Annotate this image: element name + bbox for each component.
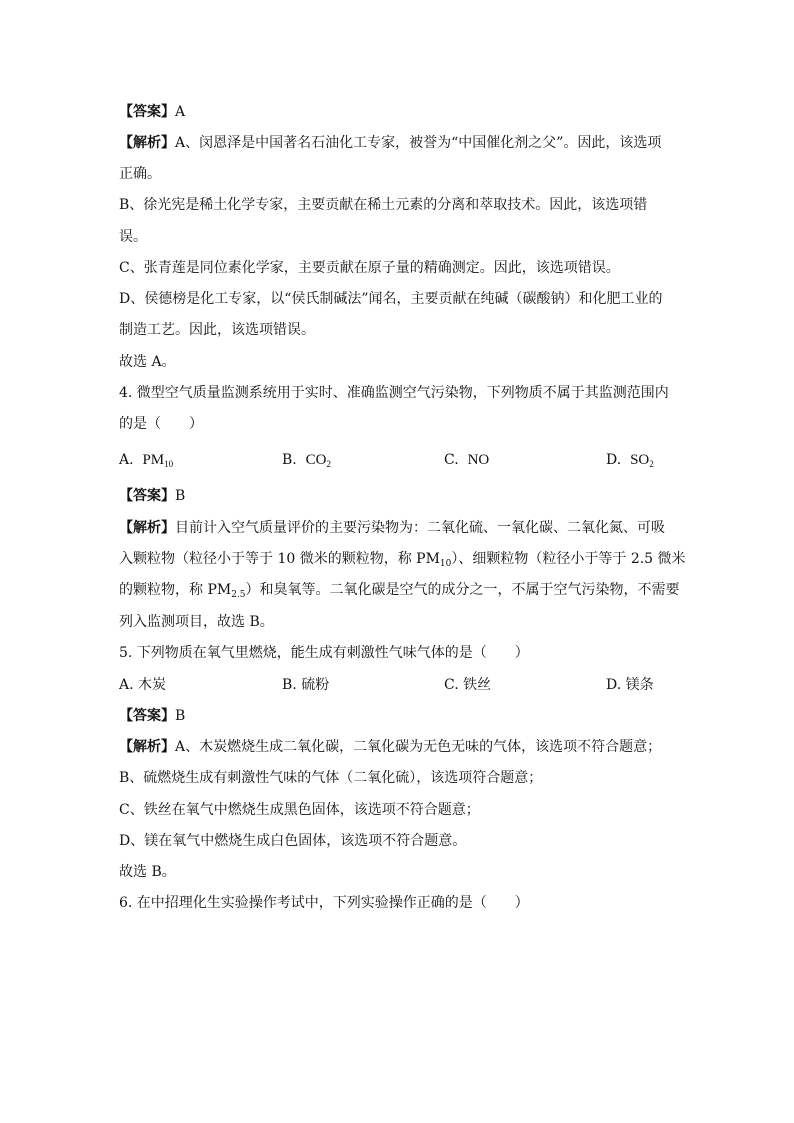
q3-analysis-line-3: B、徐光宪是稀土化学专家，主要贡献在稀土元素的分离和萃取技术。因此，该选项错	[119, 197, 648, 213]
option-text: 木炭	[138, 677, 167, 693]
q4-answer	[119, 486, 185, 506]
q4-option-b	[282, 450, 331, 474]
answer-label: 【答案】	[119, 104, 175, 120]
answer-value: B	[175, 488, 186, 504]
analysis-text: 入颗粒物（粒径小于等于 10 微米的颗粒物，称 PM	[119, 551, 440, 567]
analysis-text: 目前计入空气质量评价的主要污染物为：二氧化硫、一氧化碳、二氧化氮、可吸	[175, 520, 665, 536]
subscript: 2.5	[231, 590, 246, 600]
formula-sub: 2	[649, 459, 654, 469]
option-text: 硫粉	[301, 677, 330, 693]
formula-main: CO	[305, 452, 327, 468]
q5-analysis-line-2: B、硫燃烧生成有刺激性气味的气体（二氧化硫），该选项符合题意；	[119, 770, 543, 786]
option-letter: D.	[606, 452, 622, 468]
q4-analysis-line-4: 列入监测项目，故选 B。	[119, 614, 274, 630]
q5-conclusion: 故选 B。	[119, 864, 176, 880]
formula-main: SO	[630, 452, 650, 468]
q4-stem-line-1: 4. 微型空气质量监测系统用于实时、准确监测空气污染物，下列物质不属于其监测范围内	[119, 385, 669, 401]
formula-sub: 10	[164, 459, 174, 469]
q3-conclusion: 故选 A。	[119, 354, 176, 370]
q3-analysis-line-2: 正确。	[119, 166, 161, 182]
option-letter: B.	[282, 452, 297, 468]
answer-label: 【答案】	[119, 708, 175, 724]
q5-analysis-line-3: C、铁丝在氧气中燃烧生成黑色固体，该选项不符合题意；	[119, 802, 480, 818]
option-text: 镁条	[625, 677, 654, 693]
analysis-label: 【解析】	[119, 135, 175, 151]
q3-analysis-line-6: D、侯德榜是化工专家，以“侯氏制碱法”闻名，主要贡献在纯碱（碳酸钠）和化肥工业的	[119, 291, 663, 307]
q3-analysis-line-7: 制造工艺。因此，该选项错误。	[119, 322, 315, 338]
q3-answer	[119, 102, 185, 122]
q5-answer	[119, 706, 185, 726]
option-formula	[630, 452, 654, 468]
q3-analysis-line-5: C、张青莲是同位素化学家，主要贡献在原子量的精确测定。因此，该选项错误。	[119, 260, 620, 276]
option-text: 铁丝	[463, 677, 492, 693]
q4-option-a	[119, 450, 173, 474]
analysis-text: A、木炭燃烧生成二氧化碳，二氧化碳为无色无味的气体，该选项不符合题意；	[175, 739, 662, 755]
option-letter: A.	[119, 677, 134, 693]
q4-analysis-line-1	[119, 518, 665, 538]
analysis-text: ）和臭氧等。二氧化碳是空气的成分之一，不属于空气污染物，不需要	[245, 582, 680, 598]
q5-stem: 5. 下列物质在氧气里燃烧，能生成有刺激性气味气体的是（ ）	[119, 645, 529, 661]
analysis-text: 的颗粒物，称 PM	[119, 582, 232, 598]
q4-option-c	[444, 450, 489, 470]
answer-label: 【答案】	[119, 488, 175, 504]
answer-value: B	[175, 708, 186, 724]
q5-analysis-line-4: D、镁在氧气中燃烧生成白色固体，该选项不符合题意。	[119, 833, 467, 849]
analysis-label: 【解析】	[119, 520, 175, 536]
option-formula	[468, 452, 490, 468]
option-formula	[142, 452, 173, 468]
q5-option-c	[444, 675, 491, 695]
option-letter: C.	[444, 677, 459, 693]
q3-analysis-line-1	[119, 133, 661, 153]
analysis-label: 【解析】	[119, 739, 175, 755]
q3-analysis-line-4: 误。	[119, 229, 147, 245]
option-formula	[306, 452, 331, 468]
option-letter: C.	[444, 452, 459, 468]
analysis-text: ）、细颗粒物（粒径小于等于 2.5 微米	[451, 551, 686, 567]
formula-sub: 2	[326, 459, 331, 469]
formula-main: PM	[142, 452, 165, 468]
formula-main: NO	[467, 452, 490, 468]
q4-analysis-line-2	[119, 549, 686, 574]
analysis-text: A、闵恩泽是中国著名石油化工专家，被誉为“中国催化剂之父”。因此，该选项	[175, 135, 662, 151]
option-letter: D.	[606, 677, 622, 693]
q6-stem: 6. 在中招理化生实验操作考试中，下列实验操作正确的是（ ）	[119, 895, 529, 911]
q4-option-d	[606, 450, 654, 474]
q5-option-d	[606, 675, 654, 695]
option-letter: B.	[282, 677, 297, 693]
subscript: 10	[439, 559, 452, 569]
q4-stem-line-2: 的是（ ）	[119, 416, 203, 432]
option-letter: A.	[119, 452, 134, 468]
q5-analysis-line-1	[119, 737, 661, 757]
q5-option-a	[119, 675, 166, 695]
answer-value: A	[175, 104, 186, 120]
q5-option-b	[282, 675, 329, 695]
q4-analysis-line-3	[119, 580, 680, 605]
